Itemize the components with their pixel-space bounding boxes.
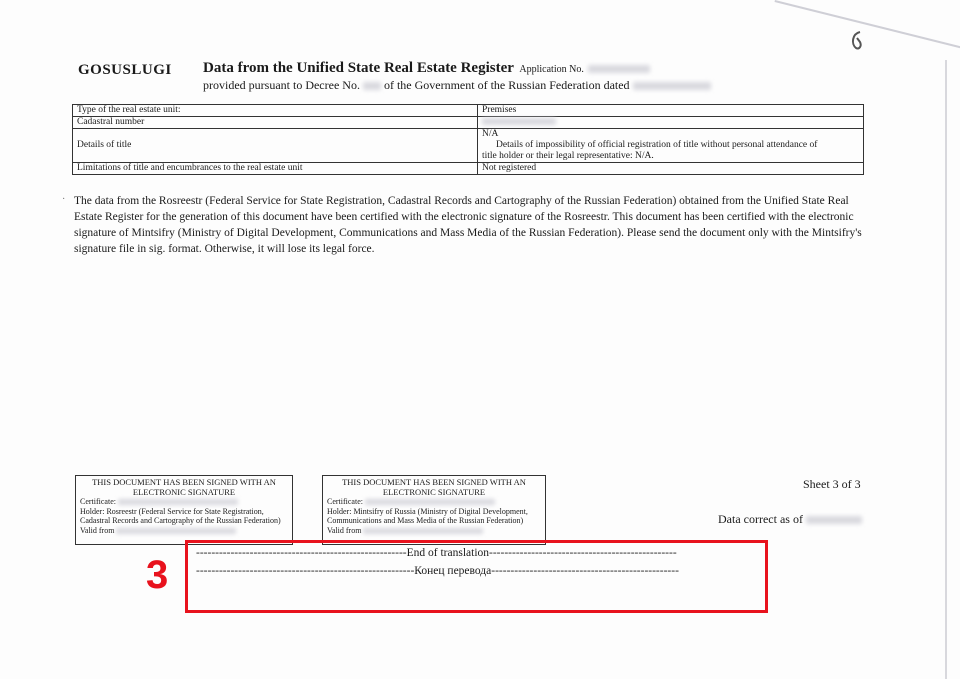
row-value: [478, 129, 864, 163]
stamp-certificate: [80, 497, 288, 507]
stamp-holder: Holder: Mintsifry of Russia (Ministry of Digital Development, Communications and Mass Media of the Russian Federation): [327, 506, 528, 525]
table-row: [73, 117, 864, 129]
stamp-holder: Holder: Rosreestr (Federal Service for State Registration, Cadastral Records and Cartography of the Russian Federation): [80, 506, 281, 525]
document-subtitle: [203, 78, 711, 93]
certificate-label: Certificate:: [327, 497, 363, 506]
application-label: Application No.: [519, 64, 584, 75]
valid-label: Valid from: [327, 525, 362, 535]
stamp-heading: THIS DOCUMENT HAS BEEN SIGNED WITH AN: [92, 477, 276, 487]
table-row: [73, 129, 864, 163]
redacted-cadastral-number: [482, 118, 556, 125]
stamp-heading: THIS DOCUMENT HAS BEEN SIGNED WITH AN: [342, 477, 526, 487]
data-correct-date: [718, 512, 862, 527]
value-line: title holder or their legal representative: N/A.: [482, 151, 654, 161]
redacted-application-number: [588, 65, 650, 73]
table-row: [73, 163, 864, 175]
row-label: Type of the real estate unit:: [73, 105, 478, 117]
document-title: [203, 60, 650, 77]
row-value: Not registered: [478, 163, 864, 175]
signature-stamp-mintsifry: [322, 475, 546, 545]
page-fold-line: [775, 0, 960, 50]
margin-mark: ·: [62, 194, 66, 205]
title-text: Data from the Unified State Real Estate Register: [203, 60, 514, 76]
row-label: Limitations of title and encumbrances to the real estate unit: [73, 163, 478, 175]
paper-clip-icon: [848, 30, 866, 60]
redacted-validity: [116, 528, 236, 534]
data-correct-label: Data correct as of: [718, 512, 803, 526]
stamp-valid: [80, 526, 288, 536]
redacted-correct-date: [806, 516, 862, 524]
table-row: [73, 105, 864, 117]
signature-stamp-rosreestr: [75, 475, 293, 545]
stamp-valid: [327, 526, 541, 536]
redacted-date: [633, 82, 711, 90]
redacted-validity: [363, 528, 483, 534]
end-of-translation-en: -------------------------------------------------------End of translation-------------------------------------------------: [196, 547, 677, 559]
subtitle-government: of the Government of the Russian Federation dated: [383, 78, 630, 92]
annotation-highlight-box: [185, 540, 768, 613]
row-value: [478, 117, 864, 129]
redacted-decree-number: [363, 82, 381, 90]
value-line: Details of impossibility of official registration of title without personal attendance of: [496, 140, 818, 150]
redacted-certificate: [365, 499, 495, 505]
register-table: [72, 104, 864, 175]
row-label: Cadastral number: [73, 117, 478, 129]
annotation-number: 3: [146, 553, 169, 597]
certificate-label: Certificate:: [80, 497, 116, 506]
stamp-heading: ELECTRONIC SIGNATURE: [132, 486, 236, 497]
valid-label: Valid from: [80, 525, 115, 535]
stamp-heading: ELECTRONIC SIGNATURE: [382, 486, 486, 497]
certification-paragraph: The data from the Rosreestr (Federal Service for State Registration, Cadastral Records and Cartography of the Russian Federation) obtained from the Unified State Real Estate Register for the generation of this document have been certified with the electronic signature of the Rosreestr. This document has been certified with the electronic signature of Mintsifry (Ministry of Digital Development, Communications and Mass Media of the Russian Federation). Please send the document only with the Mintsifry's signature file in sig. format. Otherwise, it will lose its legal force.: [74, 195, 862, 255]
row-label: Details of title: [73, 129, 478, 163]
stamp-certificate: [327, 497, 541, 507]
brand-logo-text: GOSUSLUGI: [78, 62, 172, 78]
subtitle-decree: provided pursuant to Decree No.: [203, 78, 360, 92]
sheet-number: Sheet 3 of 3: [803, 477, 861, 491]
row-value: Premises: [478, 105, 864, 117]
end-of-translation-ru: ---------------------------------------------------------Конец перевода-------------------------------------------------: [196, 565, 679, 577]
value-line: N/A: [482, 129, 499, 139]
page-edge-shadow: [945, 60, 947, 679]
redacted-certificate: [118, 499, 238, 505]
